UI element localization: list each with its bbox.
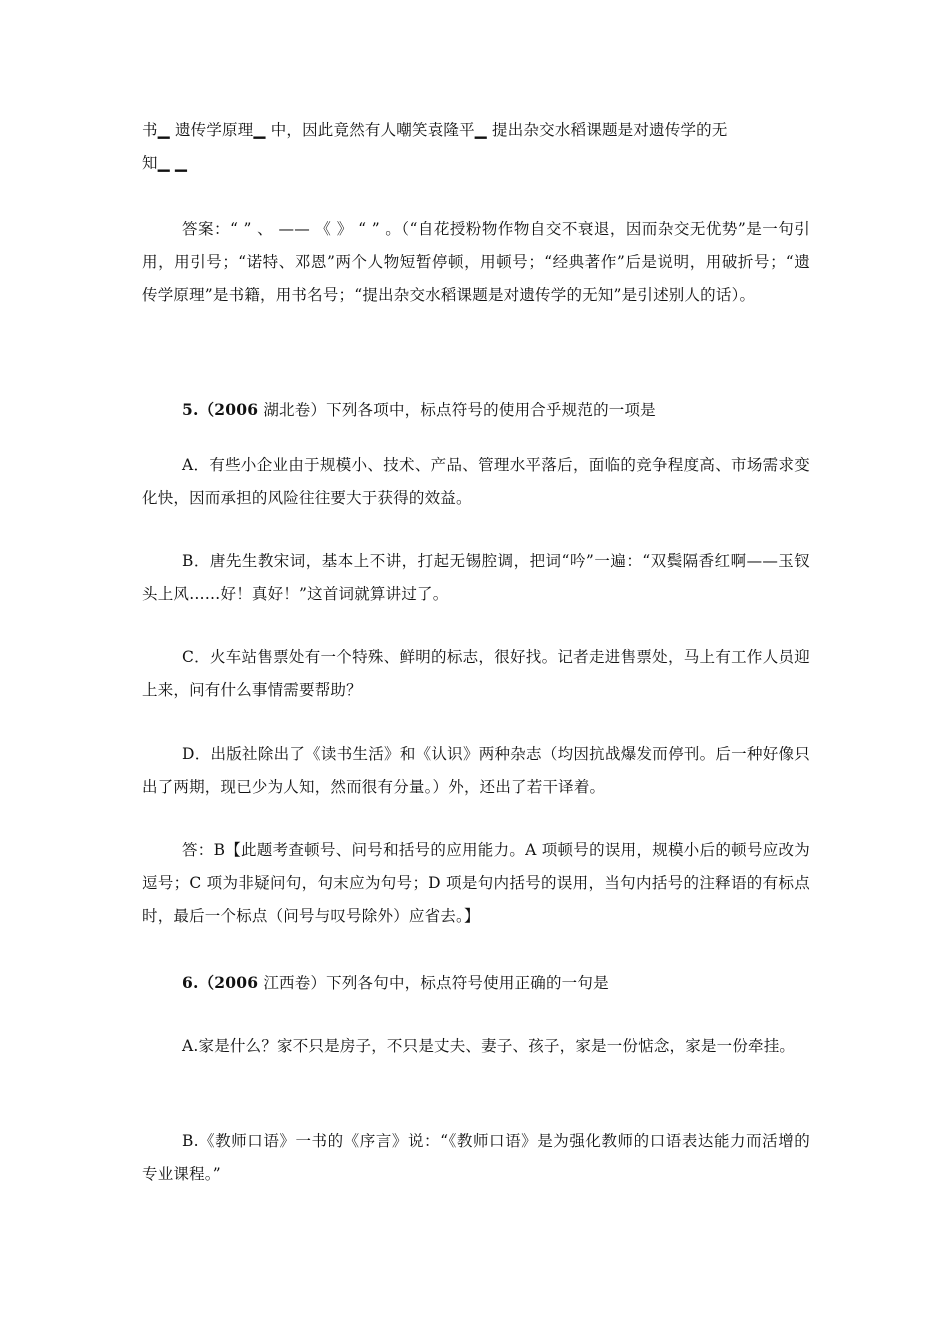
answer-4-paragraph: 答案：“ ” 、 —— 《 》 “ ” 。（“自花授粉物作物自交不衰退，因而杂交无优势”是一句引用，用引号；“诺特、邓恩”两个人物短暂停顿，用顿号；“经典著作”后是说明，用破折号；“遗传学原理”是书籍，用书名号；“提出杂交水稻课题是对遗传学的无知”是引述别人的话）。 <box>142 220 810 304</box>
question-6-number: 6. <box>182 973 199 992</box>
question-5-option-c: C．火车站售票处有一个特殊、鲜明的标志，很好找。记者走进售票处，马上有工作人员迎上来，问有什么事情需要帮助？ <box>142 648 810 699</box>
fill-blank-line-2: 知▁ ▁ <box>142 154 188 172</box>
fill-blank-line-1: 书▁ 遗传学原理▁ 中，因此竟然有人嘲笑袁隆平▁ 提出杂交水稻课题是对遗传学的无 <box>142 121 728 139</box>
fill-blank-continuation <box>142 114 810 180</box>
question-5-year: （2006 <box>198 400 259 419</box>
question-5-option-a: A．有些小企业由于规模小、技术、产品、管理水平落后，面临的竞争程度高、市场需求变化快，因而承担的风险往往要大于获得的效益。 <box>142 456 810 507</box>
question-6-option-b: B.《教师口语》一书的《序言》说：“《教师口语》是为强化教师的口语表达能力而活增的专业课程。” <box>142 1132 810 1183</box>
question-6-text: 江西卷）下列各句中，标点符号使用正确的一句是 <box>258 974 609 992</box>
question-5-option-d: D．出版社除出了《读书生活》和《认识》两种杂志（均因抗战爆发而停刊。后一种好像只出了两期，现已少为人知，然而很有分量。）外，还出了若干译着。 <box>142 745 810 796</box>
question-6-year: （2006 <box>198 973 259 992</box>
question-6-option-a: A.家是什么？家不只是房子，不只是丈夫、妻子、孩子，家是一份惦念，家是一份牵挂。 <box>182 1037 796 1055</box>
question-5-number: 5. <box>182 400 199 419</box>
question-5-stem <box>142 393 810 427</box>
question-6-stem <box>142 966 810 1000</box>
question-5-option-b: B．唐先生教宋词，基本上不讲，打起无锡腔调，把词“吟”一遍：“双鬓隔香红啊——玉钗头上风……好！真好！”这首词就算讲过了。 <box>142 552 810 603</box>
question-5-text: 湖北卷）下列各项中，标点符号的使用合乎规范的一项是 <box>258 401 656 419</box>
question-5-answer: 答：B【此题考查顿号、问号和括号的应用能力。A 项顿号的误用，规模小后的顿号应改为逗号；C 项为非疑问句，句末应为句号；D 项是句内括号的误用，当句内括号的注释语的有标点时，最后一个标点（问号与叹号除外）应省去。】 <box>142 841 810 925</box>
